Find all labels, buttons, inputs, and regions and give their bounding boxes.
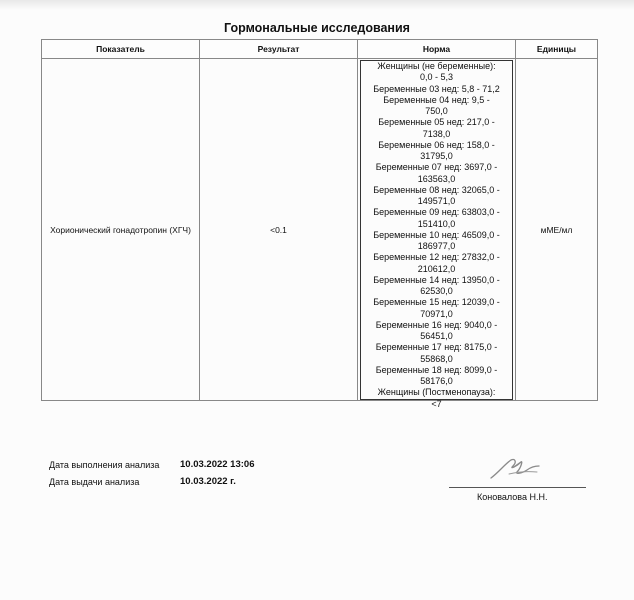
norm-line: Беременные 10 нед: 46509,0 - xyxy=(373,229,500,240)
norm-line: Беременные 07 нед: 3697,0 - xyxy=(375,162,498,173)
issue-date-value: 10.03.2022 г. xyxy=(180,476,236,487)
norm-line: Беременные 18 нед: 8099,0 - xyxy=(375,364,498,375)
norm-line: 151410,0 xyxy=(417,218,456,229)
norm-line: 58176,0 xyxy=(420,376,453,386)
norm-line: Беременные 17 нед: 8175,0 - xyxy=(375,342,498,353)
norm-line: Женщины (Постменопауза): xyxy=(377,387,496,398)
header-units: Единицы xyxy=(516,40,598,59)
norm-ranges-box xyxy=(360,60,513,409)
norm-line: Беременные 12 нед: 27832,0 - xyxy=(373,252,500,263)
norm-line: 31795,0 xyxy=(420,151,453,161)
results-table xyxy=(41,39,598,409)
norm-line: Беременные 08 нед: 32065,0 - xyxy=(373,184,500,195)
result-cell: <0.1 xyxy=(200,59,358,401)
norm-line: Беременные 15 нед: 12039,0 - xyxy=(373,297,500,308)
header-indicator: Показатель xyxy=(42,40,200,59)
issue-date-label: Дата выдачи анализа xyxy=(49,477,140,487)
norm-line: 0,0 - 5,3 xyxy=(419,72,454,83)
norm-line: Беременные 14 нед: 13950,0 - xyxy=(373,274,500,285)
photo-top-shadow xyxy=(0,0,634,10)
norm-line: 750,0 xyxy=(425,106,448,116)
indicator-cell: Хорионический гонадотропин (ХГЧ) xyxy=(42,59,200,401)
norm-line: Женщины (не беременные): xyxy=(377,61,496,71)
table-row xyxy=(42,59,598,401)
units-cell: мМЕ/мл xyxy=(516,59,598,401)
norm-line: 62530,0 xyxy=(420,286,453,296)
norm-cell xyxy=(358,59,516,409)
norm-line: Беременные 16 нед: 9040,0 - xyxy=(375,319,498,330)
norm-line: 163563,0 xyxy=(417,173,456,184)
norm-line: Беременные 06 нед: 158,0 - xyxy=(378,139,495,150)
norm-line: Беременные 09 нед: 63803,0 - xyxy=(373,207,500,218)
norm-line: Беременные 04 нед: 9,5 - xyxy=(383,94,490,105)
norm-line: 55868,0 xyxy=(420,353,453,364)
header-result: Результат xyxy=(200,40,358,59)
norm-line: <7 xyxy=(431,398,442,409)
norm-line: 70971,0 xyxy=(420,308,453,319)
norm-line: Беременные 05 нед: 217,0 - xyxy=(378,117,495,128)
norm-line: Беременные 03 нед: 5,8 - 71,2 xyxy=(373,83,500,94)
norm-line: 186977,0 xyxy=(417,241,456,251)
norm-line: 56451,0 xyxy=(420,331,453,341)
table-header-row xyxy=(42,40,598,59)
handwritten-signature xyxy=(487,452,547,484)
signature-line xyxy=(449,487,586,488)
analysis-date-label: Дата выполнения анализа xyxy=(49,460,160,470)
header-norm: Норма xyxy=(358,40,516,59)
analysis-date-value: 10.03.2022 13:06 xyxy=(180,459,255,470)
norm-line: 7138,0 xyxy=(422,128,451,139)
report-title: Гормональные исследования xyxy=(224,21,410,35)
signatory-name: Коновалова Н.Н. xyxy=(477,492,548,502)
norm-line: 149571,0 xyxy=(417,196,456,206)
norm-line: 210612,0 xyxy=(417,263,456,274)
